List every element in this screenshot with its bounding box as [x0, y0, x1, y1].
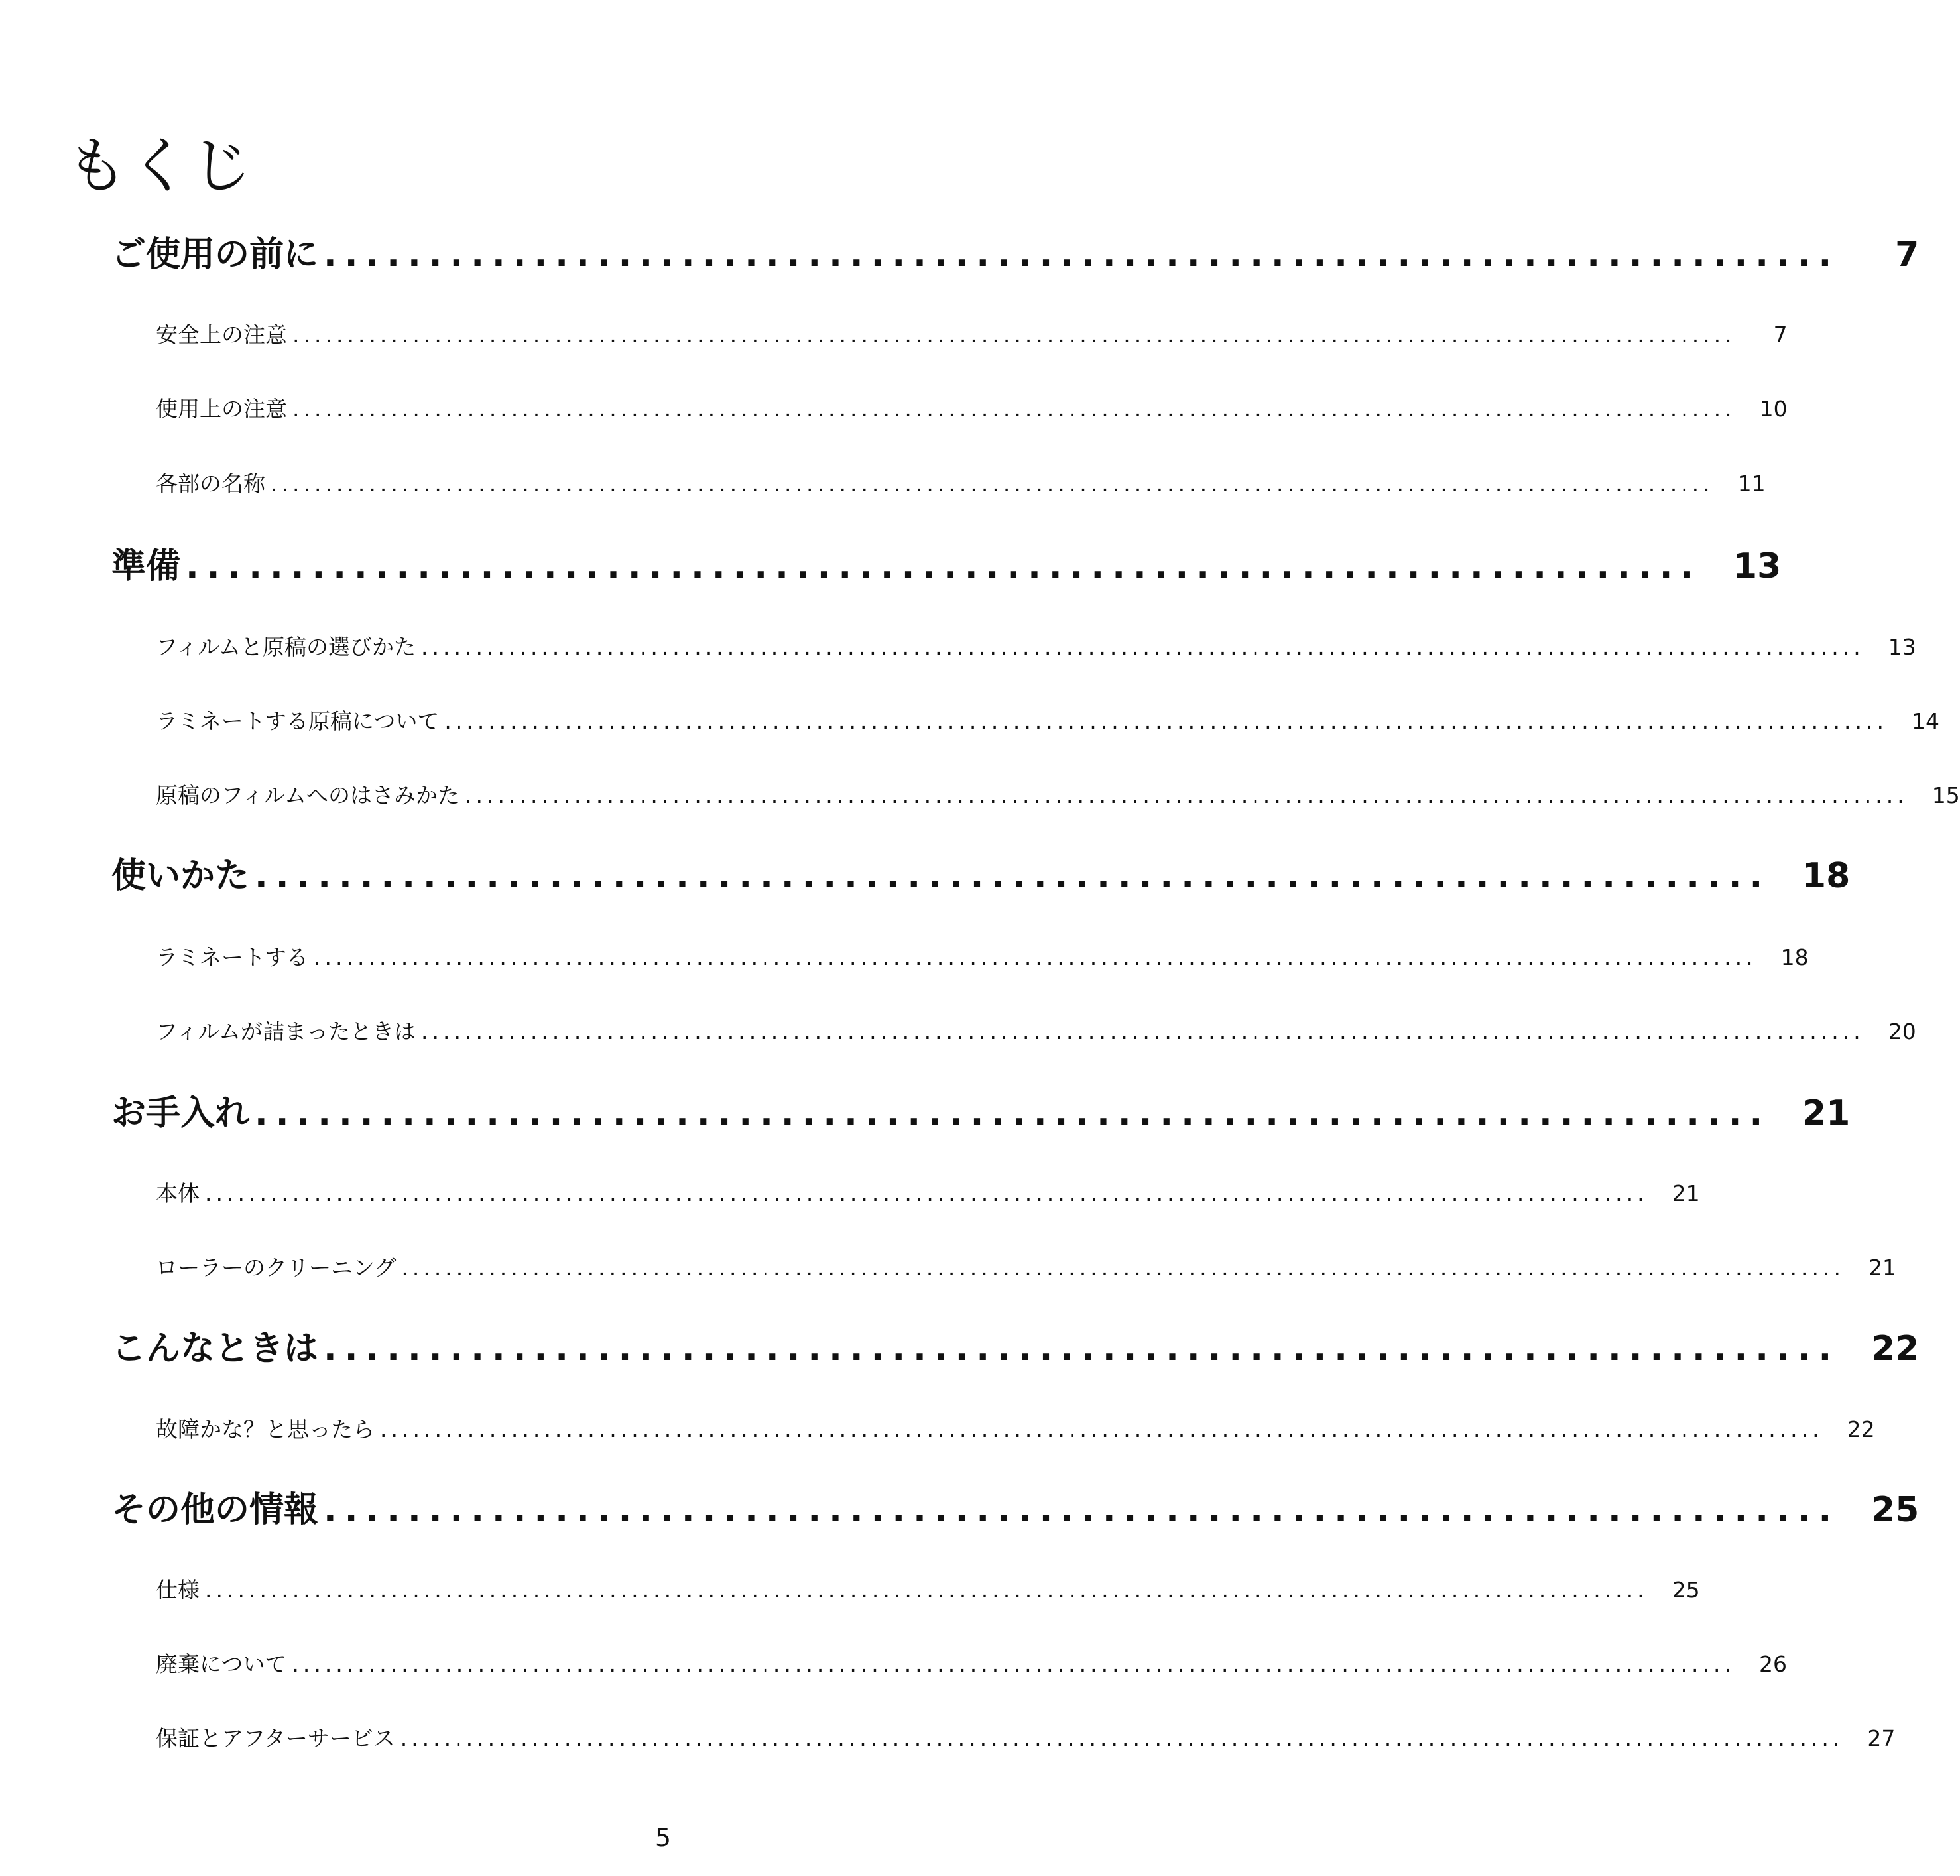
- toc-leader: ....................................................................................................................................: [401, 1255, 1845, 1281]
- toc-item-page: 14: [1912, 708, 1940, 734]
- toc-item[interactable]: [156, 626, 1916, 660]
- toc-section-label: ご使用の前に: [111, 235, 319, 275]
- toc-item[interactable]: [156, 388, 1788, 422]
- toc-section-4[interactable]: [111, 1084, 1851, 1133]
- toc-item[interactable]: [156, 463, 1766, 497]
- toc-item[interactable]: [156, 1247, 1896, 1281]
- toc-leader: ....................................................................................................................................: [400, 1725, 1844, 1751]
- toc-item-label: 使用上の注意: [156, 396, 287, 422]
- toc-section-label: その他の情報: [111, 1490, 319, 1530]
- toc-leader: ....................................................................................................................................: [380, 1416, 1823, 1442]
- toc-item-page: 21: [1672, 1180, 1700, 1206]
- toc-leader: ....................................................................................................................................: [314, 944, 1757, 970]
- page-number: 5: [654, 1823, 672, 1852]
- toc-item-label: ローラーのクリーニング: [156, 1255, 397, 1281]
- toc-section-label: 使いかた: [111, 856, 250, 896]
- toc-item[interactable]: [156, 775, 1960, 808]
- toc-leader: ....................................................................................................................................: [465, 782, 1908, 808]
- toc-section-2[interactable]: [111, 537, 1782, 586]
- toc-section-6[interactable]: [111, 1481, 1920, 1530]
- toc-section-page: 7: [1895, 235, 1920, 275]
- toc-leader: ....................................................................................................................................: [444, 708, 1888, 734]
- toc-section-page: 22: [1870, 1329, 1920, 1369]
- toc-item-page: 25: [1672, 1577, 1700, 1603]
- toc-item[interactable]: [156, 700, 1940, 734]
- toc-item-page: 13: [1888, 634, 1916, 660]
- toc-leader: ........................................................................: [324, 1329, 1840, 1369]
- toc-item-page: 7: [1773, 322, 1788, 347]
- toc-item-page: 10: [1759, 396, 1788, 422]
- toc-item[interactable]: [156, 1408, 1875, 1442]
- page-title: もくじ: [66, 131, 254, 202]
- toc-item-page: 21: [1868, 1255, 1896, 1281]
- toc-item-page: 22: [1847, 1416, 1875, 1442]
- toc-item-label: 保証とアフターサービス: [156, 1725, 395, 1751]
- toc-item-label: 故障かな？と思ったら: [156, 1416, 375, 1442]
- toc-item-label: ラミネートする原稿について: [156, 708, 440, 734]
- toc-item[interactable]: [156, 1172, 1700, 1206]
- toc-section-3[interactable]: [111, 847, 1851, 896]
- toc-item-page: 18: [1780, 944, 1809, 970]
- toc-item-label: フィルムが詰まったときは: [156, 1019, 416, 1044]
- toc-item-page: 15: [1931, 782, 1960, 808]
- toc-section-page: 13: [1733, 546, 1782, 586]
- toc-item[interactable]: [156, 1718, 1896, 1751]
- toc-section-1[interactable]: [111, 225, 1920, 275]
- toc-leader: ....................................................................................................................................: [421, 1019, 1865, 1044]
- toc-leader: ....................................................................................................................................: [421, 634, 1865, 660]
- toc-section-label: こんなときは: [111, 1329, 319, 1369]
- toc-section-page: 18: [1802, 856, 1851, 896]
- toc-item-label: フィルムと原稿の選びかた: [156, 634, 416, 660]
- toc-leader: ....................................................................................................................................: [292, 1651, 1735, 1677]
- toc-item-label: 安全上の注意: [156, 322, 287, 347]
- toc-leader: ........................................................................: [324, 235, 1840, 275]
- toc-leader: ....................................................................................................................................: [205, 1180, 1648, 1206]
- toc-item[interactable]: [156, 314, 1788, 347]
- toc-item[interactable]: [156, 936, 1809, 970]
- toc-leader: ....................................................................................................................................: [205, 1577, 1648, 1603]
- toc-item[interactable]: [156, 1569, 1700, 1603]
- toc-leader: ....................................................................................................................................: [292, 322, 1736, 347]
- toc-leader: ....................................................................................................................................: [292, 396, 1736, 422]
- toc-item-page: 11: [1737, 471, 1766, 497]
- toc-item[interactable]: [156, 1011, 1916, 1044]
- toc-item[interactable]: [156, 1643, 1787, 1677]
- toc-item-label: 本体: [156, 1180, 200, 1206]
- toc-item-label: 原稿のフィルムへのはさみかた: [156, 782, 460, 808]
- toc-item-label: 各部の名称: [156, 471, 265, 497]
- toc-item-page: 27: [1867, 1725, 1896, 1751]
- toc-section-label: 準備: [111, 546, 181, 586]
- toc-section-page: 21: [1802, 1094, 1851, 1133]
- toc-section-5[interactable]: [111, 1320, 1920, 1369]
- toc-item-page: 20: [1888, 1019, 1916, 1044]
- toc-leader: ........................................................................: [255, 856, 1771, 896]
- toc-leader: ........................................................................: [324, 1490, 1840, 1530]
- toc-item-label: 仕様: [156, 1577, 200, 1603]
- toc-item-label: 廃棄について: [156, 1651, 287, 1677]
- toc-section-label: お手入れ: [111, 1094, 250, 1133]
- toc-item-label: ラミネートする: [156, 944, 309, 970]
- toc-leader: ........................................................................: [186, 546, 1702, 586]
- toc-section-page: 25: [1870, 1490, 1920, 1530]
- toc-leader: ....................................................................................................................................: [271, 471, 1714, 497]
- toc-leader: ........................................................................: [255, 1094, 1771, 1133]
- toc-item-page: 26: [1759, 1651, 1787, 1677]
